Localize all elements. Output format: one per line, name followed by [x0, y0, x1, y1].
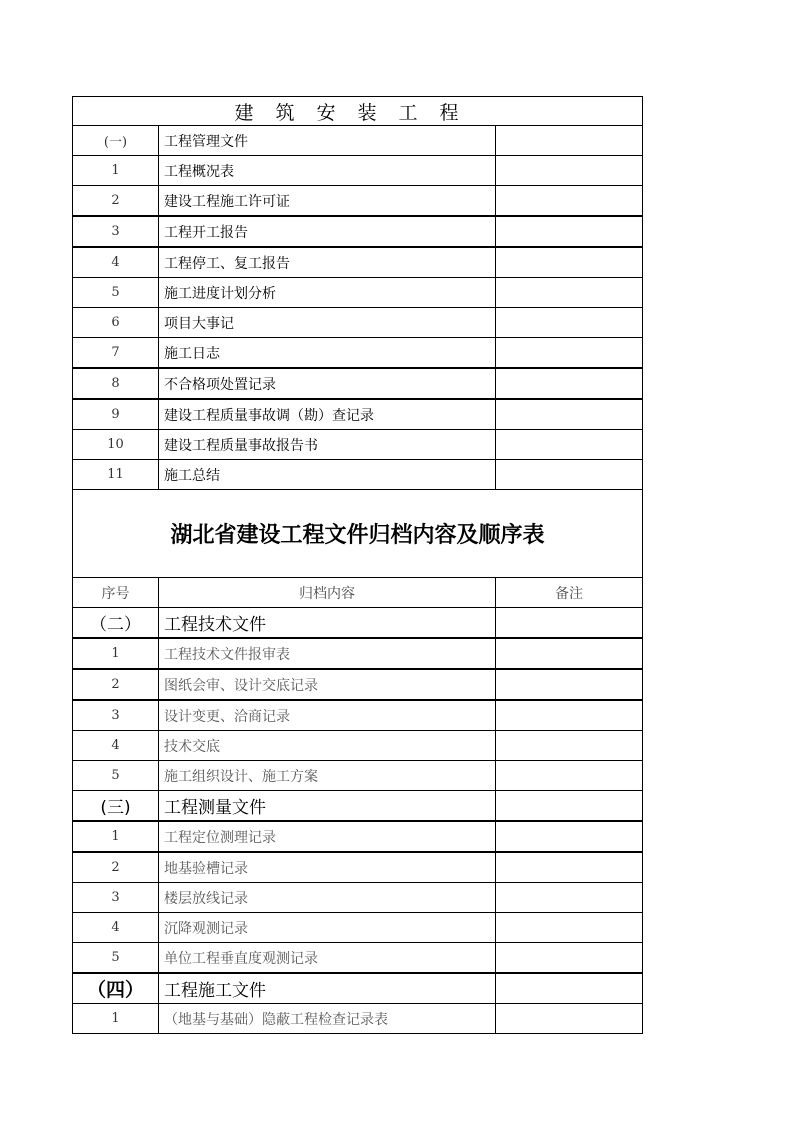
remarks-cell	[496, 338, 643, 369]
document-title: 湖北省建设工程文件归档内容及顺序表	[73, 490, 643, 578]
table-row	[73, 460, 643, 490]
table-row	[73, 638, 643, 669]
section-title: 工程管理文件	[159, 126, 496, 156]
remarks-cell	[496, 247, 643, 278]
item-number: 4	[73, 913, 159, 943]
table-row	[73, 186, 643, 217]
remarks-cell	[496, 731, 643, 761]
table-row	[73, 700, 643, 731]
item-content: 不合格项处置记录	[159, 368, 496, 399]
item-content: 施工组织设计、施工方案	[159, 761, 496, 791]
remarks-cell	[496, 852, 643, 883]
section-header-row	[73, 791, 643, 822]
item-number: 2	[73, 669, 159, 700]
banner-title: 建筑安装工程	[73, 97, 643, 126]
item-number: 1	[73, 1004, 159, 1034]
remarks-cell	[496, 186, 643, 217]
section-header-row	[73, 608, 643, 639]
table-row	[73, 913, 643, 943]
item-content: 沉降观测记录	[159, 913, 496, 943]
table-row	[73, 368, 643, 399]
remarks-cell	[496, 430, 643, 460]
item-number: 4	[73, 731, 159, 761]
table-row	[73, 669, 643, 700]
item-content: 工程停工、复工报告	[159, 247, 496, 278]
archive-table	[72, 96, 643, 1034]
section-number: (三)	[73, 791, 159, 822]
remarks-cell	[496, 638, 643, 669]
item-content: 工程概况表	[159, 156, 496, 186]
table-row	[73, 156, 643, 186]
section-title: 工程测量文件	[159, 791, 496, 822]
item-number: 5	[73, 278, 159, 308]
item-content: 工程定位测理记录	[159, 821, 496, 852]
item-number: 2	[73, 186, 159, 217]
table-row	[73, 216, 643, 247]
section-number: （四）	[73, 973, 159, 1004]
document-title-row	[73, 490, 643, 578]
column-header-row	[73, 578, 643, 608]
table-row	[73, 821, 643, 852]
item-number: 11	[73, 460, 159, 490]
remarks-cell	[496, 761, 643, 791]
item-content: 施工日志	[159, 338, 496, 369]
remarks-cell	[496, 368, 643, 399]
item-content: 工程开工报告	[159, 216, 496, 247]
item-content: 图纸会审、设计交底记录	[159, 669, 496, 700]
remarks-cell	[496, 1004, 643, 1034]
remarks-cell	[496, 883, 643, 913]
item-number: 5	[73, 761, 159, 791]
table-row	[73, 278, 643, 308]
item-content: 建设工程施工许可证	[159, 186, 496, 217]
section-number: （二）	[73, 608, 159, 639]
remarks-cell	[496, 308, 643, 338]
column-header-remarks: 备注	[496, 578, 643, 608]
table-row	[73, 399, 643, 430]
table-row	[73, 731, 643, 761]
item-content: 技术交底	[159, 731, 496, 761]
item-number: 1	[73, 638, 159, 669]
table-row	[73, 430, 643, 460]
section-number: (一)	[73, 126, 159, 156]
item-content: （地基与基础）隐蔽工程检查记录表	[159, 1004, 496, 1034]
item-number: 3	[73, 700, 159, 731]
item-content: 建设工程质量事故调（勘）查记录	[159, 399, 496, 430]
table-row	[73, 338, 643, 369]
table-row	[73, 247, 643, 278]
remarks-cell	[496, 399, 643, 430]
remarks-cell	[496, 821, 643, 852]
item-content: 施工进度计划分析	[159, 278, 496, 308]
remarks-cell	[496, 943, 643, 974]
table-row	[73, 852, 643, 883]
item-number: 6	[73, 308, 159, 338]
table-row	[73, 1004, 643, 1034]
remarks-cell	[496, 700, 643, 731]
table-row	[73, 883, 643, 913]
item-content: 施工总结	[159, 460, 496, 490]
column-header-number: 序号	[73, 578, 159, 608]
remarks-cell	[496, 278, 643, 308]
item-content: 工程技术文件报审表	[159, 638, 496, 669]
remarks-cell	[496, 608, 643, 639]
remarks-cell	[496, 216, 643, 247]
item-number: 3	[73, 216, 159, 247]
item-content: 项目大事记	[159, 308, 496, 338]
item-number: 7	[73, 338, 159, 369]
table-row	[73, 943, 643, 974]
remarks-cell	[496, 156, 643, 186]
item-number: 10	[73, 430, 159, 460]
banner-row	[73, 97, 643, 126]
item-content: 楼层放线记录	[159, 883, 496, 913]
item-content: 设计变更、洽商记录	[159, 700, 496, 731]
item-content: 地基验槽记录	[159, 852, 496, 883]
table-row	[73, 761, 643, 791]
table-row	[73, 308, 643, 338]
section-title: 工程技术文件	[159, 608, 496, 639]
item-number: 9	[73, 399, 159, 430]
item-number: 4	[73, 247, 159, 278]
item-number: 2	[73, 852, 159, 883]
item-content: 单位工程垂直度观测记录	[159, 943, 496, 974]
item-number: 1	[73, 156, 159, 186]
section-header-row	[73, 973, 643, 1004]
remarks-cell	[496, 791, 643, 822]
item-content: 建设工程质量事故报告书	[159, 430, 496, 460]
remarks-cell	[496, 669, 643, 700]
item-number: 3	[73, 883, 159, 913]
section-header-row	[73, 126, 643, 156]
remarks-cell	[496, 973, 643, 1004]
remarks-cell	[496, 460, 643, 490]
remarks-cell	[496, 126, 643, 156]
column-header-content: 归档内容	[159, 578, 496, 608]
item-number: 1	[73, 821, 159, 852]
item-number: 5	[73, 943, 159, 974]
item-number: 8	[73, 368, 159, 399]
remarks-cell	[496, 913, 643, 943]
section-title: 工程施工文件	[159, 973, 496, 1004]
